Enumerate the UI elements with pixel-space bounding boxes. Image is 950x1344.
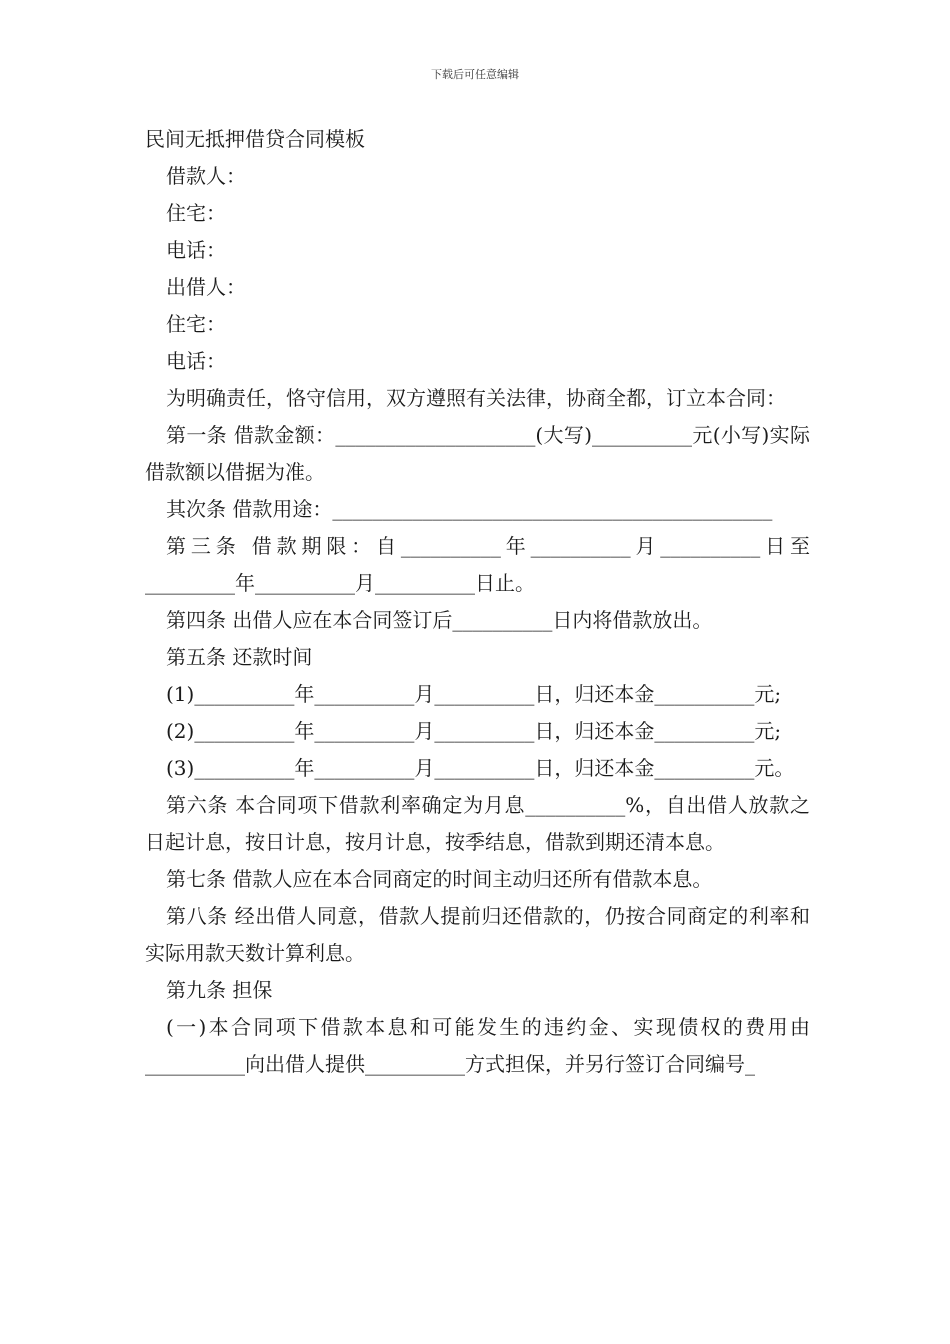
borrower-address-label: 住宅： — [166, 201, 226, 225]
article-4-disbursement: 第四条 出借人应在本合同签订后__________日内将借款放出。 — [166, 608, 713, 632]
document-body — [145, 121, 810, 1083]
article-2-purpose: 其次条 借款用途：____________________________________________ — [166, 497, 773, 521]
article-9-guarantee-heading: 第九条 担保 — [166, 978, 273, 1002]
repayment-item-2: (2)__________年__________月__________日，归还本金__________元; — [166, 719, 782, 743]
repayment-item-1: (1)__________年__________月__________日，归还本金__________元; — [166, 682, 782, 706]
repayment-item-3: (3)__________年__________月__________日，归还本金__________元。 — [166, 756, 795, 780]
article-6-interest: 第六条 本合同项下借款利率确定为月息__________%，自出借人放款之日起计息，按日计息，按月计息，按季结息，借款到期还清本息。 — [145, 793, 810, 854]
lender-label: 出借人： — [166, 275, 246, 299]
lender-address-label: 住宅： — [166, 312, 226, 336]
article-5-repayment-heading: 第五条 还款时间 — [166, 645, 313, 669]
page-header-note: 下载后可任意编辑 — [431, 68, 519, 81]
preamble-paragraph: 为明确责任，恪守信用，双方遵照有关法律，协商全都，订立本合同： — [166, 386, 786, 410]
document-title: 民间无抵押借贷合同模板 — [145, 127, 365, 151]
article-8-early-repayment: 第八条 经出借人同意，借款人提前归还借款的，仍按合同商定的利率和实际用款天数计算利息。 — [145, 904, 810, 965]
article-1-amount: 第一条 借款金额：____________________(大写)__________元(小写)实际借款额以借据为准。 — [145, 423, 810, 484]
article-7-repay-obligation: 第七条 借款人应在本合同商定的时间主动归还所有借款本息。 — [166, 867, 713, 891]
article-3-term: 第三条 借款期限：自__________年__________月__________日至_________年__________月__________日止。 — [145, 534, 810, 595]
borrower-label: 借款人： — [166, 164, 246, 188]
borrower-phone-label: 电话： — [166, 238, 226, 262]
lender-phone-label: 电话： — [166, 349, 226, 373]
guarantee-clause-1: (一)本合同项下借款本息和可能发生的违约金、实现债权的费用由__________向出借人提供__________方式担保，并另行签订合同编号_ — [145, 1015, 810, 1076]
